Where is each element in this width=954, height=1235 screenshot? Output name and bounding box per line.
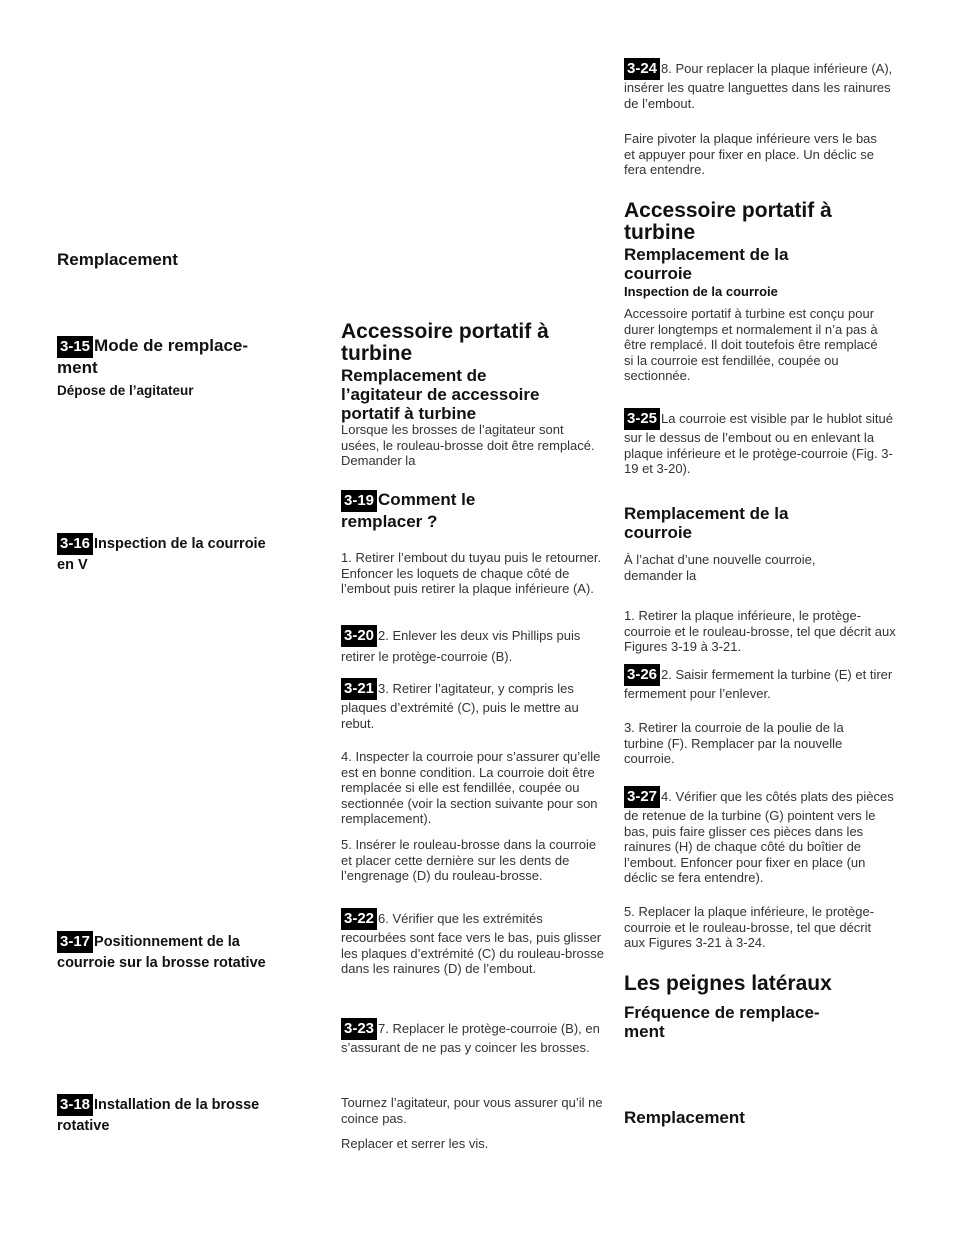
caption-title: Installation de la brosse [94,1097,260,1113]
subsection-title: Fréquence de remplace- [624,1003,820,1022]
caption-title: Mode de remplace- [94,336,249,355]
middle-intro-text: Lorsque les brosses de l’agitateur sont usées, le rouleau-brosse doit être remplacé. Demander la [341,422,595,468]
figure-badge: 3-22 [341,908,377,930]
figure-3-16-caption [57,533,327,575]
section-subtitle-cont2: portatif à turbine [341,404,477,423]
step-text: 2. Saisir fermement la turbine (E) et tirer fermement pour l’enlever. [624,667,893,701]
figure-badge: 3-18 [57,1094,93,1116]
right-intro-text: Accessoire portatif à turbine est conçu pour durer longtemps et normalement il n’a pas à être remplacé. Il doit toutefois être remplacé si la courroie est fendillée, coupée ou sectionnée. [624,306,878,383]
section-title-cont: turbine [341,342,413,365]
right-step-5: 5. Replacer la plaque inférieure, le protège-courroie et le rouleau-brosse, tel que décrit aux Figures 3-21 à 3-24. [624,904,875,950]
right-step-3: 3. Retirer la courroie de la poulie de la turbine (F). Remplacer par la nouvelle courroie. [624,720,844,766]
figure-3-25-step [624,408,896,477]
right-step-1: 1. Retirer la plaque inférieure, le protège-courroie et le rouleau-brosse, tel que décrit aux Figures 3-19 à 3-21. [624,608,896,654]
step-text: 2. Enlever les deux vis Phillips puis retirer le protège-courroie (B). [341,628,581,664]
step-text: 6. Vérifier que les extrémités recourbées sont face vers le bas, puis glisser les plaques d’extrémité (C) du rouleau-brosse dans les rainures (D) de l’embout. [341,911,605,976]
figure-3-23-step [341,1018,616,1056]
subsection-title-cont: ment [624,1022,665,1041]
figure-3-27-step [624,786,899,886]
section-title-cont: turbine [624,221,696,244]
figure-3-26-step [624,664,899,702]
figure-3-18-caption [57,1094,327,1136]
right-section-heading [624,200,899,299]
right-achat-text: À l’achat d’une nouvelle courroie, demander la [624,552,816,583]
figure-badge: 3-25 [624,408,660,430]
figure-3-22-step [341,908,611,977]
caption-title: Positionnement de la [94,934,240,950]
right-remplacement-courroie-heading [624,504,896,542]
subsection-title-cont: courroie [624,523,693,542]
section-subtitle-cont: courroie [624,264,693,283]
middle-step-4: 4. Inspecter la courroie pour s’assurer qu’elle est en bonne condition. La courroie doit être remplacée si elle est fendillée, coupée ou sectionnée (voir la section suivante pour son remplacement). [341,749,601,826]
figure-3-20-step [341,625,613,666]
figure-badge: 3-19 [341,490,377,512]
figure-3-19-caption [341,490,611,532]
figure-badge: 3-15 [57,336,93,358]
section-subtitle: Remplacement de [341,366,487,385]
section-title: Accessoire portatif à [624,199,832,222]
middle-replacer-text: Replacer et serrer les vis. [341,1136,489,1151]
caption-title-cont: ment [57,358,98,377]
step-text: 8. Pour replacer la plaque inférieure (A), insérer les quatre languettes dans les rainures de l’embout. [624,61,893,111]
step-text: 4. Vérifier que les côtés plats des pièces de retenue de la turbine (G) pointent vers le bas, puis faire glisser ces pièces dans les rainures (H) de chaque côté du boîtier de l’embout. Enfoncer pour fixer en place (un déclic se fera entendre). [624,789,894,885]
figure-badge: 3-27 [624,786,660,808]
right-remplacement-heading: Remplacement [624,1108,745,1127]
caption-subtitle: Dépose de l’agitateur [57,383,194,398]
middle-step-1: 1. Retirer l’embout du tuyau puis le retourner. Enfoncer les loquets de chaque côté de l’embout puis retirer la plaque inférieure (A). [341,550,602,596]
step-text: 7. Replacer le protège-courroie (B), en s’assurant de ne pas y coincer les brosses. [341,1021,600,1055]
caption-title-cont: en V [57,557,88,573]
frequence-heading [624,1003,896,1041]
step-text: 3. Retirer l’agitateur, y compris les plaques d’extrémité (C), puis le mettre au rebut. [341,681,579,731]
figure-badge: 3-23 [341,1018,377,1040]
caption-title: Inspection de la courroie [94,536,266,552]
figure-badge: 3-20 [341,625,377,647]
figure-3-15-caption [57,336,327,398]
figure-badge: 3-21 [341,678,377,700]
caption-title-cont: rotative [57,1118,110,1134]
peignes-lateraux-heading: Les peignes latéraux [624,972,832,995]
figure-3-17-caption [57,931,332,973]
section-subtitle-cont: l’agitateur de accessoire [341,385,540,404]
section-title: Accessoire portatif à [341,320,549,343]
figure-badge: 3-17 [57,931,93,953]
figure-badge: 3-24 [624,58,660,80]
caption-title-cont: courroie sur la brosse rotative [57,955,266,971]
figure-3-21-step [341,678,613,731]
right-pivoter-text: Faire pivoter la plaque inférieure vers le bas et appuyer pour fixer en place. Un déclic se fera entendre. [624,131,877,177]
figure-3-24-step [624,58,896,111]
figure-badge: 3-16 [57,533,93,555]
middle-section-heading [341,321,616,423]
section-subtitle: Remplacement de la [624,245,789,264]
step-text: La courroie est visible par le hublot situé sur le dessus de l’embout ou en enlevant la plaque inférieure et le protège-courroie (Fig. 3-19 et 3-20). [624,411,893,476]
middle-step-5: 5. Insérer le rouleau-brosse dans la courroie et placer cette dernière sur les dents de l’engrenage (D) du rouleau-brosse. [341,837,597,883]
section-sub-subtitle: Inspection de la courroie [624,284,778,299]
left-remplacement-heading: Remplacement [57,250,178,269]
middle-tourner-text: Tournez l’agitateur, pour vous assurer qu’il ne coince pas. [341,1095,603,1126]
figure-badge: 3-26 [624,664,660,686]
caption-title-cont: remplacer ? [341,512,438,531]
subsection-title: Remplacement de la [624,504,789,523]
caption-title: Comment le [378,490,476,509]
